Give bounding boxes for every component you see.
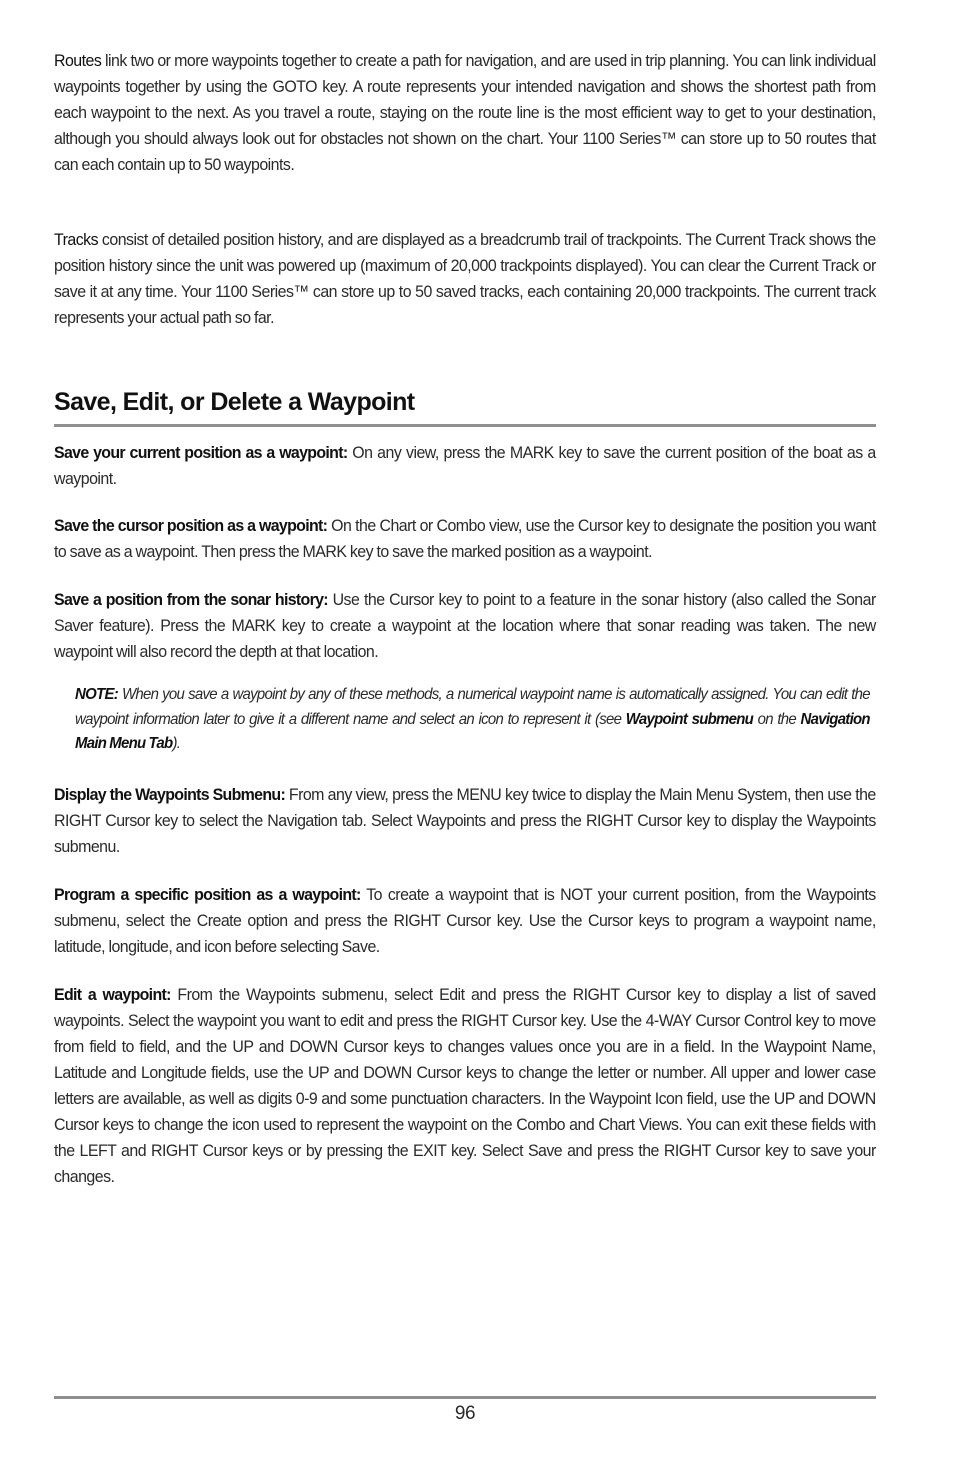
page-number: 96 <box>454 1403 476 1424</box>
paragraph-text: On any view, press the MARK key to save the current position of the boat as a waypoint. <box>54 443 876 488</box>
paragraph-lead: Save a position from the sonar history: <box>54 590 328 609</box>
heading-rule <box>54 424 876 427</box>
save-cursor-position-paragraph <box>54 513 876 565</box>
routes-text: link two or more waypoints together to create a path for navigation, and are used in trip planning. You can link individual waypoints together by using the GOTO key. A route represents your intended navigation and shows the shortest path from each waypoint to the next. As you travel a route, staying on the route line is the most efficient way to get to your destination, although you should always look out for obstacles not shown on the chart. Your 1100 Series™ can store up to 50 routes that can each contain up to 50 waypoints. <box>54 51 876 174</box>
routes-paragraph <box>54 48 876 178</box>
paragraph-text: From any view, press the MENU key twice to display the Main Menu System, then use the RIGHT Cursor key to select the Navigation tab. Select Waypoints and press the RIGHT Cursor key to display the Waypoints submenu. <box>54 785 876 856</box>
paragraph-lead: Display the Waypoints Submenu: <box>54 785 286 804</box>
paragraph-lead: Edit a waypoint: <box>54 985 171 1004</box>
save-current-position-paragraph <box>54 440 876 492</box>
paragraph-text: From the Waypoints submenu, select Edit and press the RIGHT Cursor key to display a list of saved waypoints. Select the waypoint you want to edit and press the RIGHT Cursor key. Use the 4-WAY Cursor Control key to move from field to field, and the UP and DOWN Cursor keys to changes values once you are in a field. In the Waypoint Name, Latitude and Longitude fields, use the UP and DOWN Cursor keys to change the letter or number. All upper and lower case letters are available, as well as digits 0-9 and some punctuation characters. In the Waypoint Icon field, use the UP and DOWN Cursor keys to change the icon used to represent the waypoint on the Combo and Chart Views. You can exit these fields with the LEFT and RIGHT Cursor keys or by pressing the EXIT key. Select Save and press the RIGHT Cursor key to save your changes. <box>54 985 876 1186</box>
note-reference-waypoint-submenu: Waypoint submenu <box>625 710 754 728</box>
display-waypoints-submenu-paragraph <box>54 782 876 860</box>
paragraph-lead: Program a specific position as a waypoint: <box>54 885 361 904</box>
tracks-paragraph <box>54 227 876 331</box>
note-text: on the <box>753 710 801 728</box>
routes-lead: Routes <box>54 51 102 70</box>
paragraph-text: Use the Cursor key to point to a feature in the sonar history (also called the Sonar Saver feature). Press the MARK key to create a waypoint at the location where that sonar reading was taken. The new waypoint will also record the depth at that location. <box>54 590 876 661</box>
edit-waypoint-paragraph <box>54 982 876 1190</box>
note-text: ). <box>172 735 181 752</box>
paragraph-text: To create a waypoint that is NOT your current position, from the Waypoints submenu, select the Create option and press the RIGHT Cursor key. Use the Cursor keys to program a waypoint name, latitude, longitude, and icon before selecting Save. <box>54 885 876 956</box>
paragraph-lead: Save your current position as a waypoint: <box>54 443 348 462</box>
note-text: When you save a waypoint by any of these methods, a numerical waypoint name is automatically assigned. You can edit the waypoint information later to give it a different name and select an icon to represent it (see <box>75 686 870 728</box>
section-heading: Save, Edit, or Delete a Waypoint <box>54 388 415 416</box>
note-reference-navigation-tab: Navigation Main Menu Tab <box>75 710 870 752</box>
tracks-lead: Tracks <box>54 230 99 249</box>
save-sonar-history-paragraph <box>54 587 876 665</box>
paragraph-lead: Save the cursor position as a waypoint: <box>54 516 328 535</box>
paragraph-text: On the Chart or Combo view, use the Cursor key to designate the position you want to save as a waypoint. Then press the MARK key to save the marked position as a waypoint. <box>54 516 876 561</box>
note-label: NOTE: <box>75 686 118 703</box>
tracks-text: consist of detailed position history, and are displayed as a breadcrumb trail of trackpoints. The Current Track shows the position history since the unit was powered up (maximum of 20,000 trackpoints displayed). You can clear the Current Track or save it at any time. Your 1100 Series™ can store up to 50 saved tracks, each containing 20,000 trackpoints. The current track represents your actual path so far. <box>54 230 876 327</box>
note-block <box>75 683 870 757</box>
footer-rule <box>54 1396 876 1399</box>
program-position-paragraph <box>54 882 876 960</box>
